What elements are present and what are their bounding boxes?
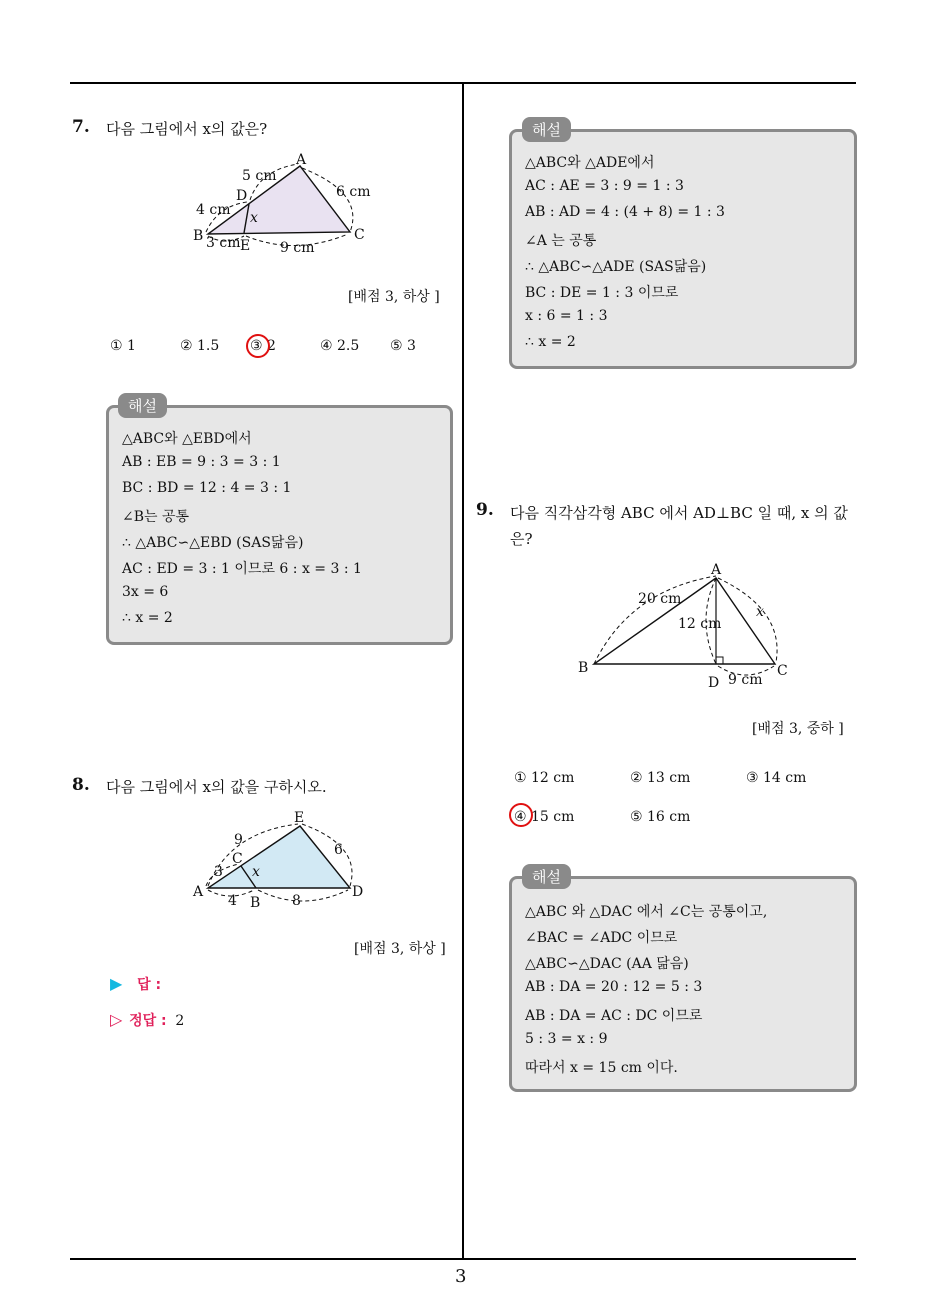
q9-sol-line-2: ∠BAC = ∠ADC 이므로 [525,930,678,946]
q8-figure [190,806,380,912]
q8-label-b: B [250,895,261,911]
q7-sol-line-7: 3x = 6 [122,584,169,600]
q9-label-d: D [708,675,720,690]
q9-number: 9. [476,500,494,520]
q9-label-ab: 20 cm [638,591,682,607]
q8-sol-line-4: ∠A 는 공통 [525,233,597,249]
q8-label-bd: 8 [292,893,301,909]
q8-label-a: A [193,884,204,900]
q8-sol-line-8: ∴ x = 2 [525,334,576,350]
q8-text: 다음 그림에서 x의 값을 구하시오. [106,778,327,796]
q8-sol-line-2: AC : AE = 3 : 9 = 1 : 3 [525,178,684,194]
q7-label-b: B [193,228,204,244]
q7-label-x: x [250,210,258,226]
q8-label-ae: 9 [234,832,243,848]
q7-label-ac: 6 cm [336,184,371,200]
q9-choice-3[interactable]: ③ 14 cm [746,770,807,786]
outline-triangle-icon: ▷ [110,1010,123,1029]
q9-right-angle-mark [716,657,723,664]
q7-choice-2[interactable]: ② 1.5 [180,338,220,354]
play-triangle-icon: ▶ [110,974,123,993]
q8-label-x: x [252,864,260,880]
q7-sol-line-5: ∴ △ABC∽△EBD (SAS닮음) [122,535,304,551]
q7-label-c: C [354,227,365,243]
q9-figure [570,560,800,690]
q7-figure [190,148,380,258]
q7-label-e: E [240,238,251,254]
q7-choice-1[interactable]: ① 1 [110,338,136,354]
q9-label-ad: 12 cm [678,616,722,632]
q9-sol-line-5: AB : DA = AC : DC 이므로 [525,1008,703,1024]
q9-text-line2: 은? [510,530,533,548]
q8-label-d: D [352,884,364,900]
q7-choice-4[interactable]: ④ 2.5 [320,338,360,354]
q7-choice-5[interactable]: ⑤ 3 [390,338,416,354]
q7-sol-line-4: ∠B는 공통 [122,509,190,525]
q7-choice-3[interactable]: ③ 2 [250,338,276,354]
q8-correct-value: 2 [175,1013,185,1029]
q7-sol-line-1: △ABC와 △EBD에서 [122,431,252,447]
q9-sol-line-7: 따라서 x = 15 cm 이다. [525,1060,678,1076]
q7-label-d: D [236,188,248,204]
q9-answer-circle-icon [509,803,533,827]
q7-score: [배점 3, 하상 ] [348,289,440,305]
q8-answer-row [110,974,161,994]
q8-label-c: C [232,851,243,867]
q9-choice-1[interactable]: ① 12 cm [514,770,575,786]
q8-label-e: E [294,810,305,826]
q7-answer-circle-icon [246,334,270,358]
q9-label-b: B [578,660,589,676]
q8-correct-label: 정답 : [129,1013,167,1029]
q9-label-a: A [711,562,722,578]
bottom-rule [70,1258,856,1260]
q7-sol-line-2: AB : EB = 9 : 3 = 3 : 1 [122,454,281,470]
q9-score: [배점 3, 중하 ] [752,721,844,737]
q7-text: 다음 그림에서 x의 값은? [106,120,268,138]
q9-choice-5[interactable]: ⑤ 16 cm [630,809,691,825]
q9-solution-tag: 해설 [522,864,571,889]
q9-solution-box [509,876,857,1092]
q7-sol-line-6: AC : ED = 3 : 1 이므로 6 : x = 3 : 1 [122,561,362,577]
q8-arc-bd [258,890,348,901]
q8-label-ed: 6 [334,842,343,858]
q8-sol-line-7: x : 6 = 1 : 3 [525,308,608,324]
q8-solution-box [509,129,857,369]
q9-sol-line-1: △ABC 와 △DAC 에서 ∠C는 공통이고, [525,904,768,920]
q7-sol-line-3: BC : BD = 12 : 4 = 3 : 1 [122,480,292,496]
q8-sol-line-3: AB : AD = 4 : (4 + 8) = 1 : 3 [525,204,725,220]
q8-sol-line-6: BC : DE = 1 : 3 이므로 [525,285,679,301]
q8-solution-tag: 해설 [522,117,571,142]
q8-label-ab: 4 [228,893,237,909]
q9-sol-line-6: 5 : 3 = x : 9 [525,1031,608,1047]
q7-number: 7. [72,117,90,137]
q7-solution-box [106,405,453,645]
q7-triangle-fill [208,166,350,234]
q8-triangle-fill [208,826,350,888]
column-divider [462,83,464,1259]
q8-answer-label: 답 : [137,977,162,993]
q7-sol-line-8: ∴ x = 2 [122,610,173,626]
q9-label-x: x [756,604,764,620]
q7-label-bd: 4 cm [196,202,231,218]
q8-number: 8. [72,775,90,795]
q9-label-dc: 9 cm [728,672,763,688]
page-number: 3 [455,1266,467,1287]
q7-label-a: A [296,152,307,168]
q8-correct-row [110,1010,184,1030]
q9-label-c: C [777,663,788,679]
q8-label-ac: 3 [214,864,223,880]
q9-sol-line-4: AB : DA = 20 : 12 = 5 : 3 [525,979,703,995]
q8-sol-line-1: △ABC와 △ADE에서 [525,155,655,171]
q9-choice-4[interactable]: ④ 15 cm [514,809,575,825]
q9-sol-line-3: △ABC∽△DAC (AA 닮음) [525,956,689,972]
q7-solution-tag: 해설 [118,393,167,418]
q7-label-ec: 9 cm [280,240,315,256]
q8-sol-line-5: ∴ △ABC∽△ADE (SAS닮음) [525,259,707,275]
q9-arc-ac [718,578,777,662]
q9-choice-2[interactable]: ② 13 cm [630,770,691,786]
q8-score: [배점 3, 하상 ] [354,941,446,957]
q9-text-line1: 다음 직각삼각형 ABC 에서 AD⊥BC 일 때, x 의 값 [510,504,848,522]
q7-label-be: 3 cm [206,235,241,251]
q7-label-ad: 5 cm [242,168,277,184]
